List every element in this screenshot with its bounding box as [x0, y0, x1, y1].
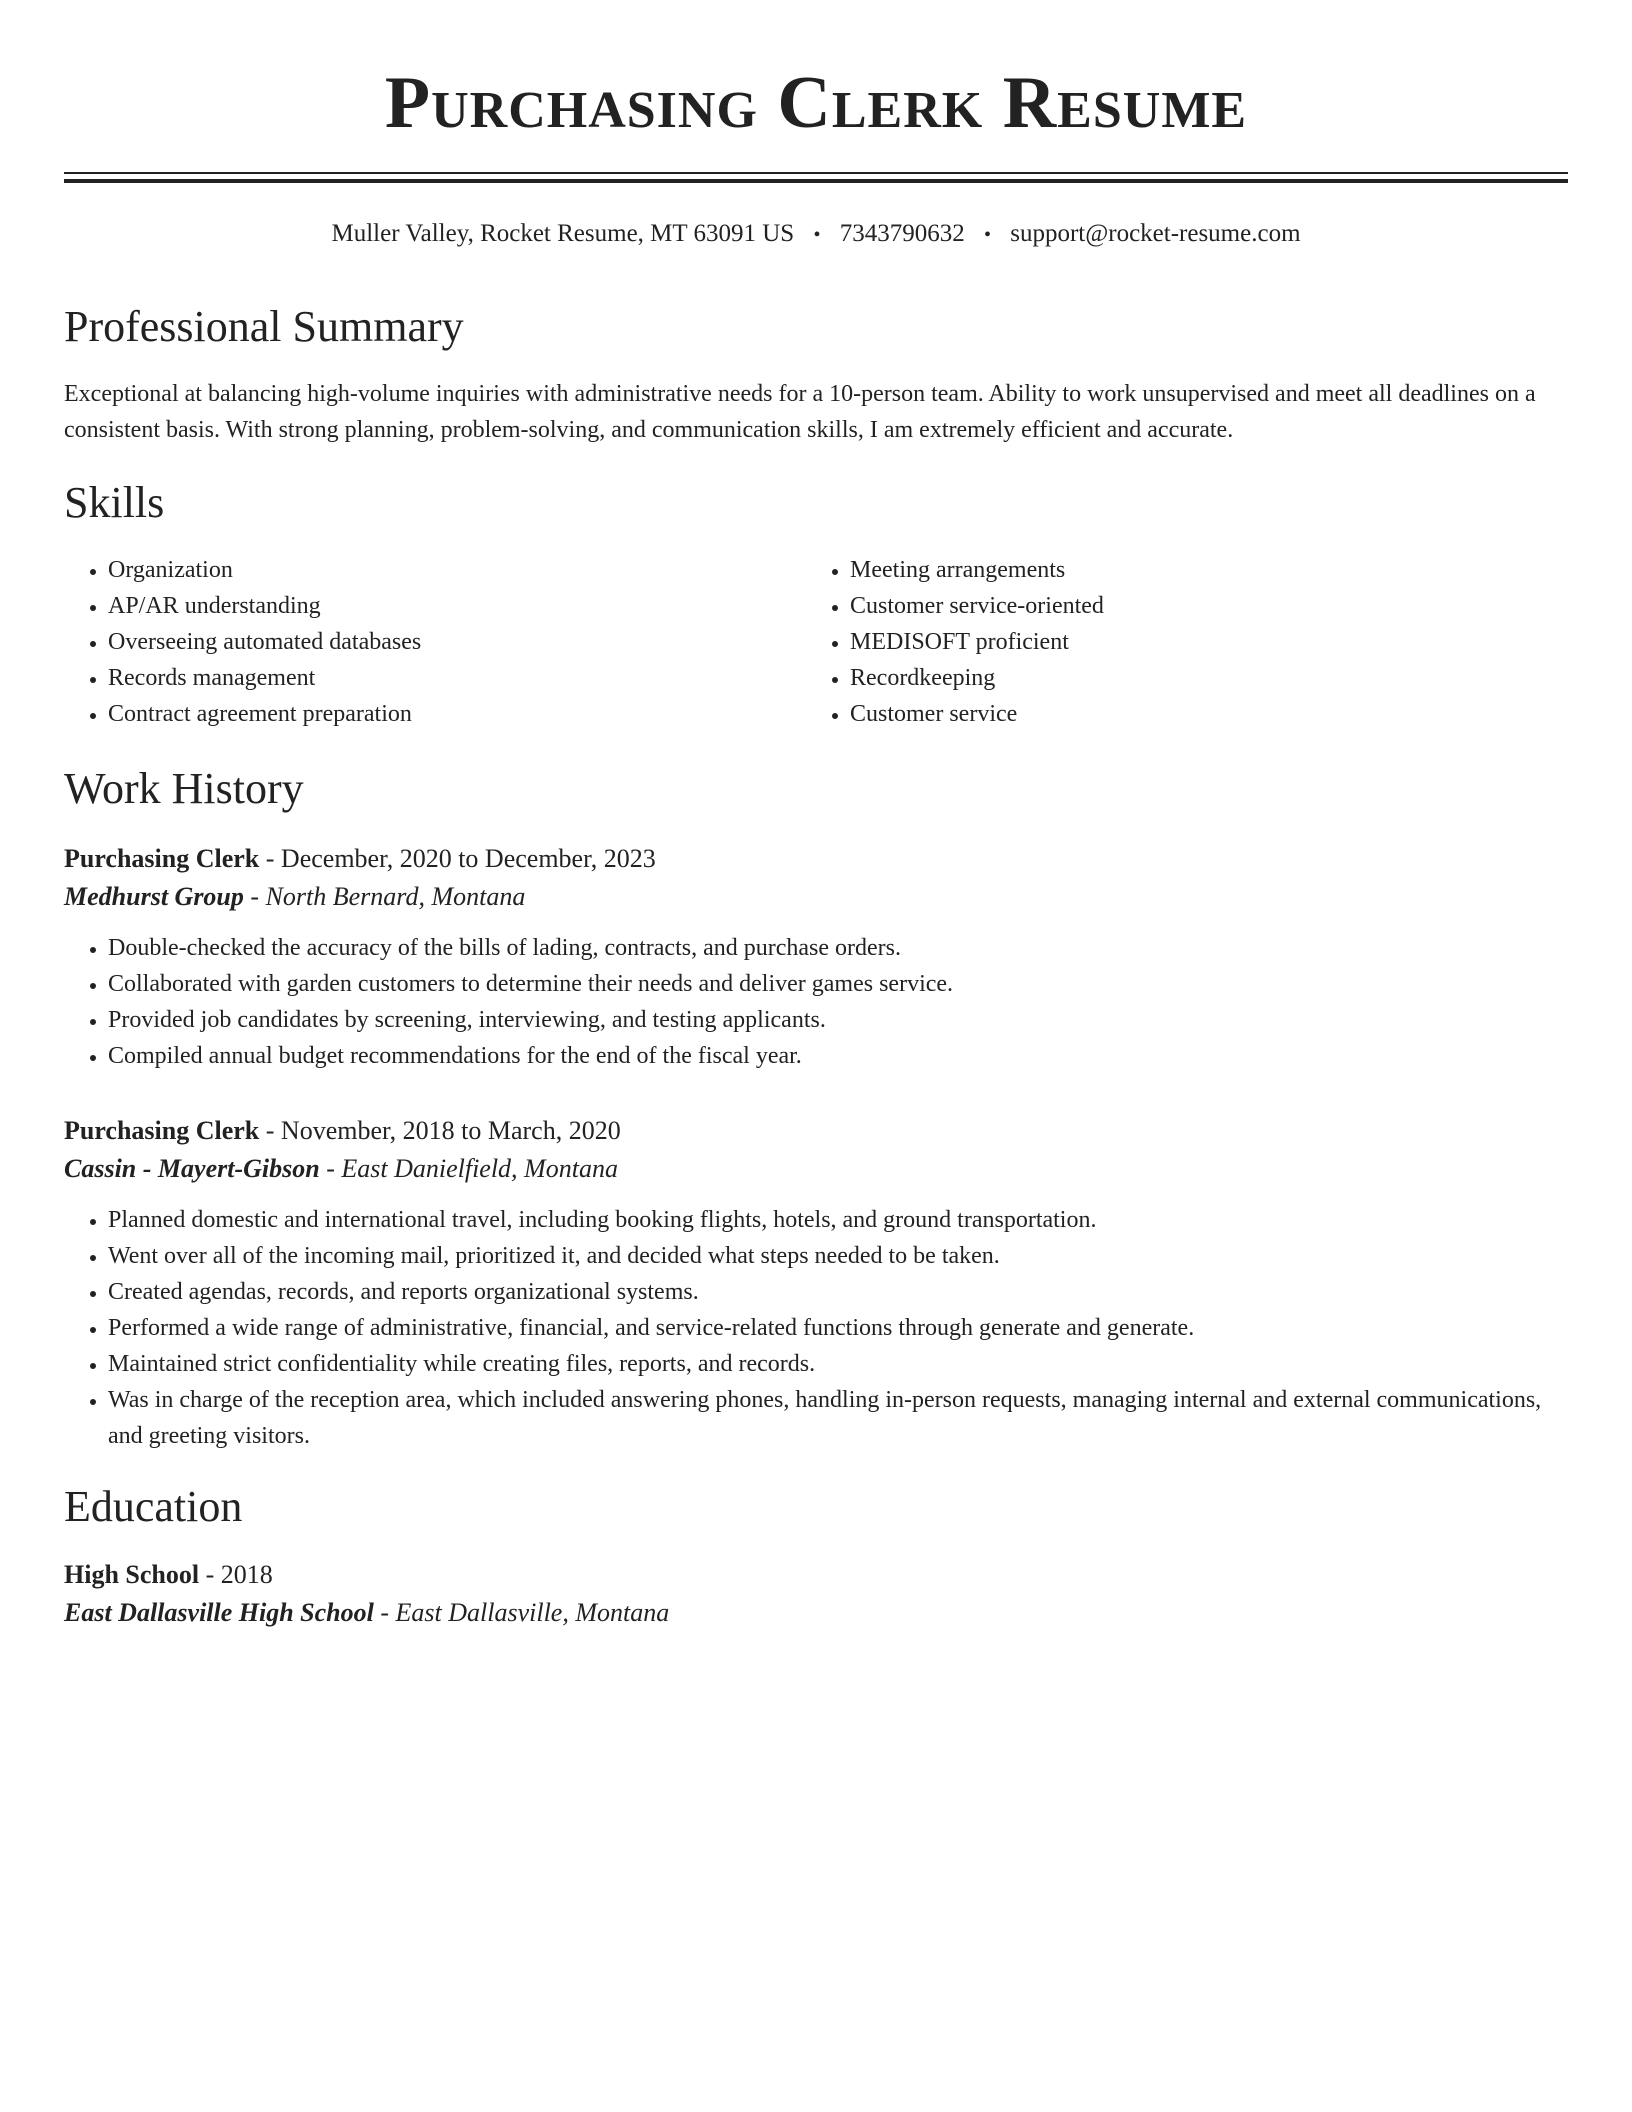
company-name: Medhurst Group: [64, 882, 244, 911]
job-duties: [64, 1202, 1568, 1454]
summary-heading: Professional Summary: [64, 302, 464, 351]
contact-separator: •: [813, 224, 821, 246]
school-name: East Dallasville High School: [64, 1598, 374, 1627]
education-heading: Education: [64, 1482, 243, 1531]
contact-email: support@rocket-resume.com: [1010, 220, 1301, 247]
summary-text: Exceptional at balancing high-volume inquiries with administrative needs for a 10-person team. Ability to work unsupervised and meet all deadlines on a consistent basis. With strong planning, problem-solving, and communication skills, I am extremely efficient and accurate.: [64, 381, 1536, 443]
duty-item: • Provided job candidates by screening, interviewing, and testing applicants.: [108, 1002, 1568, 1038]
duty-item: • Created agendas, records, and reports organizational systems.: [108, 1274, 1568, 1310]
job-dates: - December, 2020 to December, 2023: [259, 844, 656, 873]
duty-item: • Was in charge of the reception area, which included answering phones, handling in-person requests, managing internal and external communications, and greeting visitors.: [108, 1382, 1568, 1454]
contact-phone: 7343790632: [839, 220, 965, 247]
duty-item: • Compiled annual budget recommendations for the end of the fiscal year.: [108, 1038, 1568, 1074]
job-title-line: [64, 840, 1568, 878]
duty-item: • Maintained strict confidentiality while creating files, reports, and records.: [108, 1346, 1568, 1382]
education-entry: [64, 1556, 1568, 1632]
company-line: [64, 878, 1568, 916]
skill-item: • Organization: [108, 552, 806, 588]
duty-item: • Performed a wide range of administrative, financial, and service-related functions through generate and generate.: [108, 1310, 1568, 1346]
duty-item: • Went over all of the incoming mail, prioritized it, and decided what steps needed to be taken.: [108, 1238, 1568, 1274]
school-line: [64, 1594, 1568, 1632]
job-title-line: [64, 1112, 1568, 1150]
skill-item: • MEDISOFT proficient: [850, 624, 1548, 660]
duty-item: • Collaborated with garden customers to determine their needs and deliver games service.: [108, 966, 1568, 1002]
school-location: - East Dallasville, Montana: [373, 1598, 670, 1627]
skill-item: • Meeting arrangements: [850, 552, 1548, 588]
skill-item: • Contract agreement preparation: [108, 696, 806, 732]
company-location: - North Bernard, Montana: [243, 882, 526, 911]
resume-title: Purchasing Clerk Resume: [384, 62, 1248, 144]
skill-item: • Customer service-oriented: [850, 588, 1548, 624]
duty-item: • Double-checked the accuracy of the bills of lading, contracts, and purchase orders.: [108, 930, 1568, 966]
skills-heading: Skills: [64, 478, 165, 527]
degree-year: - 2018: [199, 1560, 273, 1589]
skill-item: • AP/AR understanding: [108, 588, 806, 624]
job-duties: [64, 930, 1568, 1074]
contact-address: Muller Valley, Rocket Resume, MT 63091 US: [331, 220, 795, 247]
skill-item: • Overseeing automated databases: [108, 624, 806, 660]
work-history-heading: Work History: [64, 764, 304, 813]
skill-item: • Records management: [108, 660, 806, 696]
duty-item: • Planned domestic and international travel, including booking flights, hotels, and ground transportation.: [108, 1202, 1568, 1238]
skills-column-right: [806, 552, 1548, 732]
job-role: Purchasing Clerk: [64, 1116, 260, 1145]
job-entry: [64, 1112, 1568, 1454]
skills-list: [64, 552, 1568, 732]
skills-column-left: [64, 552, 806, 732]
title-divider: [64, 172, 1568, 183]
degree-line: [64, 1556, 1568, 1594]
company-location: - East Danielfield, Montana: [319, 1154, 618, 1183]
job-entry: [64, 840, 1568, 1074]
skill-item: • Customer service: [850, 696, 1548, 732]
job-role: Purchasing Clerk: [64, 844, 260, 873]
contact-line: [64, 217, 1568, 252]
company-line: [64, 1150, 1568, 1188]
degree-name: High School: [64, 1560, 200, 1589]
job-dates: - November, 2018 to March, 2020: [259, 1116, 621, 1145]
contact-separator: •: [983, 224, 991, 246]
skill-item: • Recordkeeping: [850, 660, 1548, 696]
company-name: Cassin - Mayert-Gibson: [64, 1154, 320, 1183]
